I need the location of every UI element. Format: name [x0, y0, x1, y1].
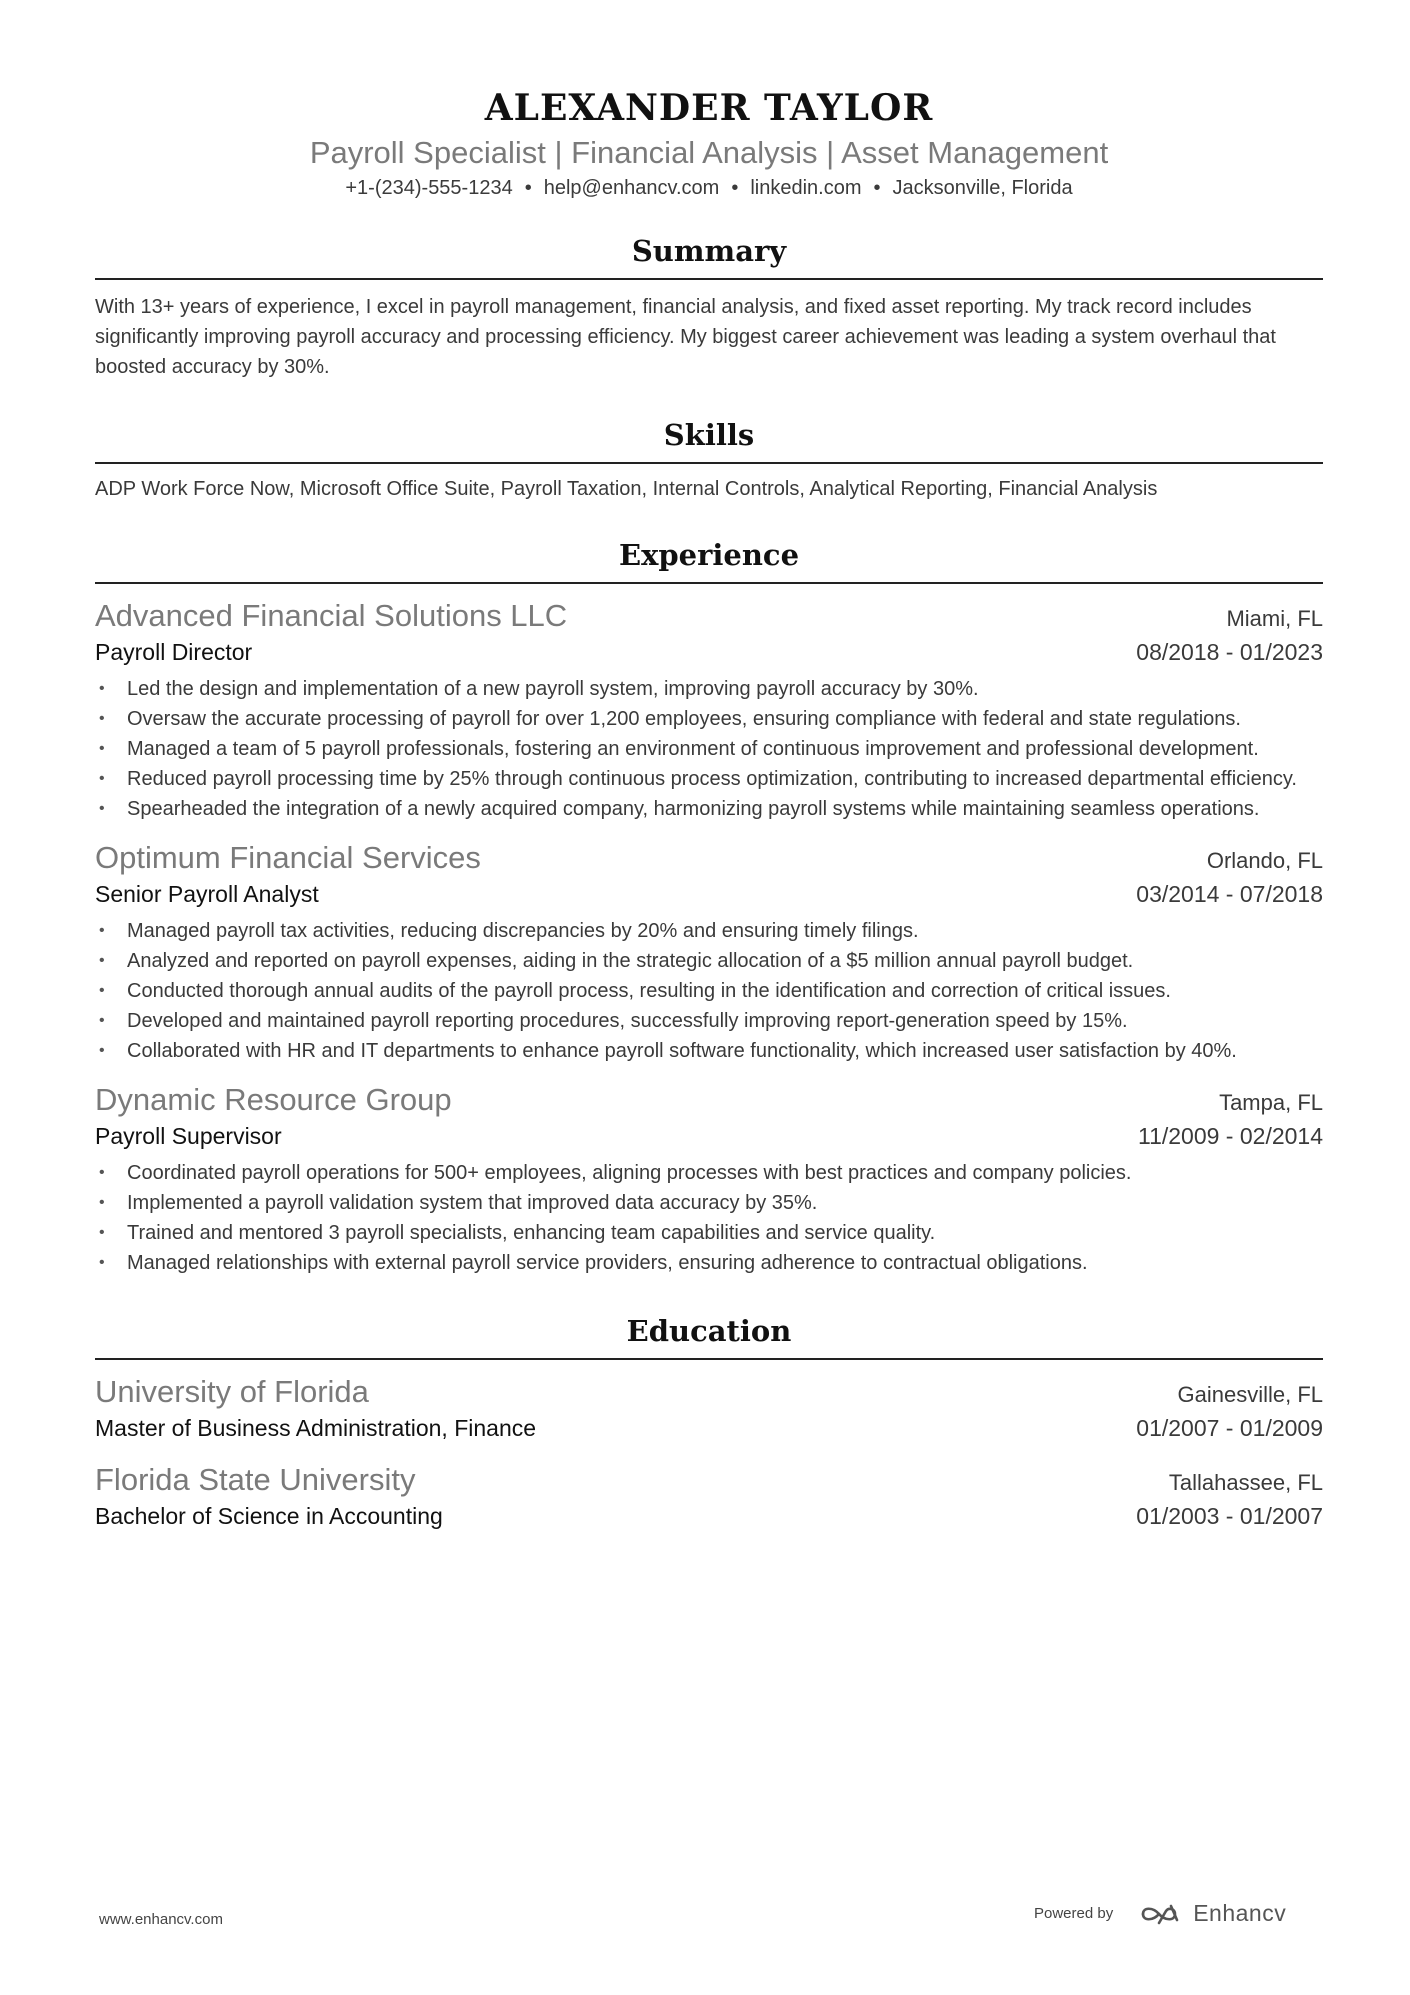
- job-location: Tampa, FL: [1219, 1090, 1323, 1115]
- contact-email[interactable]: help@enhancv.com: [543, 177, 720, 199]
- degree: Master of Business Administration, Finance: [95, 1415, 537, 1441]
- school-name: Florida State University: [95, 1462, 416, 1497]
- section-title-education: Education: [95, 1312, 1323, 1360]
- contact-phone[interactable]: +1-(234)-555-1234: [345, 177, 513, 199]
- company-name: Dynamic Resource Group: [95, 1082, 452, 1117]
- resume-header: [95, 0, 1323, 202]
- bullet-item: • Trained and mentored 3 payroll specialists, enhancing team capabilities and service quality.: [95, 1218, 1323, 1248]
- job-location: Orlando, FL: [1206, 848, 1323, 873]
- job-dates: 03/2014 - 07/2018: [1136, 881, 1323, 907]
- powered-by-label: Powered by: [1034, 1905, 1114, 1922]
- bullet-item: • Developed and maintained payroll reporting procedures, successfully improving report-generation speed by 15%.: [95, 1006, 1323, 1036]
- summary-text: With 13+ years of experience, I excel in payroll management, financial analysis, and fixed asset reporting. My track record includes significantly improving payroll accuracy and processing efficiency. My biggest career achievement was leading a system overhaul that boosted accuracy by 30%.: [95, 296, 1276, 378]
- bullet-item: • Managed relationships with external payroll service providers, ensuring adherence to contractual obligations.: [95, 1248, 1323, 1278]
- bullet-item: • Spearheaded the integration of a newly acquired company, harmonizing payroll systems while maintaining seamless operations.: [95, 794, 1323, 824]
- experience-section: [95, 536, 1323, 1278]
- enhancv-logo[interactable]: [1139, 1900, 1286, 1927]
- summary-section: [95, 232, 1323, 382]
- education-dates: 01/2007 - 01/2009: [1136, 1415, 1323, 1441]
- job-dates: 11/2009 - 02/2014: [1137, 1123, 1323, 1149]
- candidate-headline: Payroll Specialist | Financial Analysis | Asset Management: [309, 135, 1109, 170]
- school-location: Gainesville, FL: [1177, 1382, 1323, 1407]
- experience-entry: [95, 596, 1323, 824]
- candidate-name: ALEXANDER TAYLOR: [484, 87, 934, 129]
- brand-name: Enhancv: [1193, 1900, 1287, 1926]
- experience-entry: [95, 838, 1323, 1066]
- bullet-item: • Managed a team of 5 payroll professionals, fostering an environment of continuous improvement and professional development.: [95, 734, 1323, 764]
- contact-separator: •: [731, 177, 739, 199]
- job-bullets: [95, 916, 1323, 1066]
- contact-location: Jacksonville, Florida: [892, 177, 1073, 199]
- job-title: Payroll Supervisor: [95, 1123, 282, 1149]
- bullet-item: • Conducted thorough annual audits of the payroll process, resulting in the identification and correction of critical issues.: [95, 976, 1323, 1006]
- footer-branding: [1034, 1900, 1286, 1927]
- degree: Bachelor of Science in Accounting: [95, 1503, 443, 1529]
- section-title-skills: Skills: [95, 416, 1323, 464]
- section-title-summary: Summary: [95, 232, 1323, 280]
- bullet-item: • Collaborated with HR and IT departments to enhance payroll software functionality, which increased user satisfaction by 40%.: [95, 1036, 1323, 1066]
- education-dates: 01/2003 - 01/2007: [1136, 1503, 1323, 1529]
- section-title-experience: Experience: [95, 536, 1323, 584]
- company-name: Optimum Financial Services: [95, 840, 481, 875]
- education-section: [95, 1312, 1323, 1532]
- education-entry: [95, 1460, 1323, 1532]
- bullet-item: • Managed payroll tax activities, reducing discrepancies by 20% and ensuring timely filings.: [95, 916, 1323, 946]
- resume-page: [95, 0, 1323, 1532]
- job-title: Payroll Director: [95, 639, 253, 665]
- bullet-item: • Led the design and implementation of a new payroll system, improving payroll accuracy by 30%.: [95, 674, 1323, 704]
- job-location: Miami, FL: [1226, 606, 1323, 631]
- experience-entry: [95, 1080, 1323, 1278]
- contact-linkedin[interactable]: linkedin.com: [750, 177, 862, 199]
- bullet-item: • Analyzed and reported on payroll expenses, aiding in the strategic allocation of a $5 million annual payroll budget.: [95, 946, 1323, 976]
- enhancv-logo-icon: [1139, 1902, 1185, 1926]
- contact-separator: •: [873, 177, 881, 199]
- skills-text: ADP Work Force Now, Microsoft Office Suite, Payroll Taxation, Internal Controls, Analytical Reporting, Financial Analysis: [95, 478, 1158, 500]
- bullet-item: • Reduced payroll processing time by 25% through continuous process optimization, contributing to increased departmental efficiency.: [95, 764, 1323, 794]
- company-name: Advanced Financial Solutions LLC: [95, 598, 568, 633]
- contact-separator: •: [524, 177, 532, 199]
- education-entry: [95, 1372, 1323, 1444]
- bullet-item: • Implemented a payroll validation system that improved data accuracy by 35%.: [95, 1188, 1323, 1218]
- bullet-item: • Coordinated payroll operations for 500+ employees, aligning processes with best practices and company policies.: [95, 1158, 1323, 1188]
- school-name: University of Florida: [95, 1374, 369, 1409]
- job-bullets: [95, 674, 1323, 824]
- job-dates: 08/2018 - 01/2023: [1136, 639, 1323, 665]
- school-location: Tallahassee, FL: [1168, 1470, 1323, 1495]
- job-title: Senior Payroll Analyst: [95, 881, 319, 907]
- contact-line: [95, 174, 1323, 202]
- footer-website[interactable]: www.enhancv.com: [99, 1911, 223, 1928]
- job-bullets: [95, 1158, 1323, 1278]
- bullet-item: • Oversaw the accurate processing of payroll for over 1,200 employees, ensuring compliance with federal and state regulations.: [95, 704, 1323, 734]
- skills-section: [95, 416, 1323, 504]
